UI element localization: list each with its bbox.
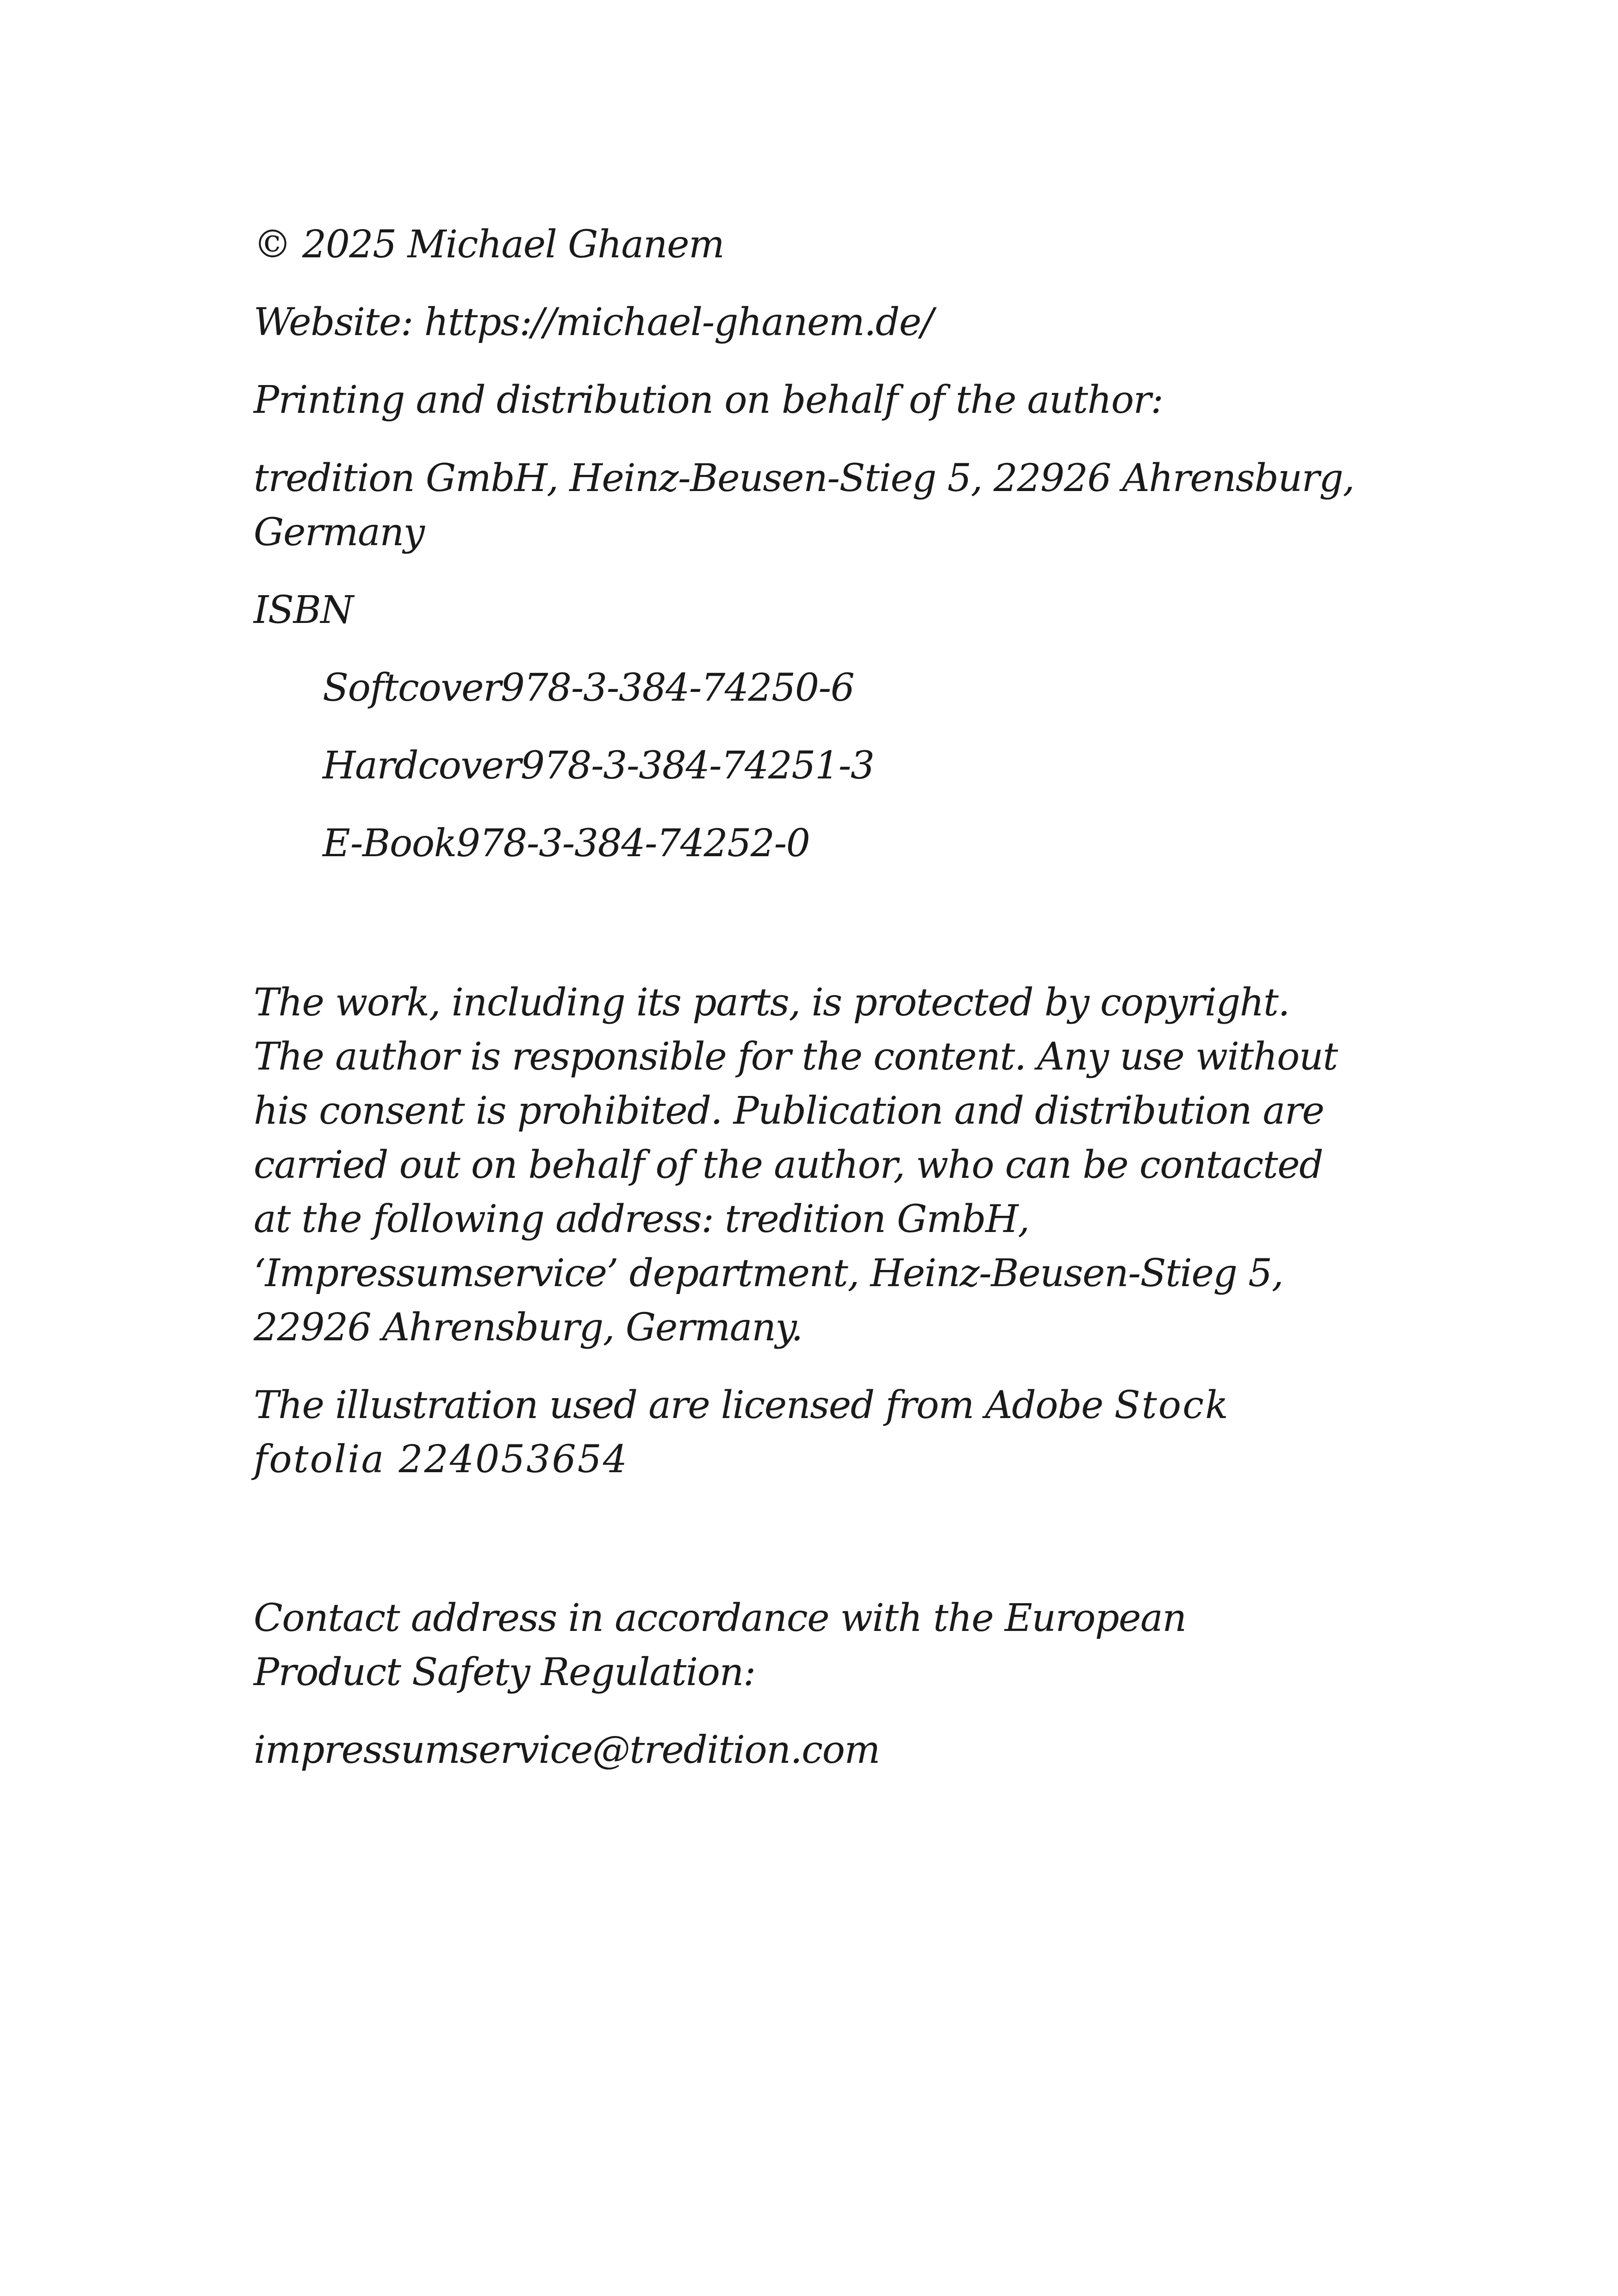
illustration-credit-line-1	[254, 1378, 1230, 1432]
safety-contact-email: impressumservice@tredition.com	[254, 1728, 880, 1772]
isbn-hardcover: Hardcover978-3-384-74251-3	[323, 744, 874, 788]
printing-distribution-line: Printing and distribution on behalf of the author:	[254, 378, 1163, 422]
copyright-notice-line-3: his consent is prohibited. Publication and distribution are	[254, 1089, 1324, 1133]
website-line: Website: https://michael-ghanem.de/	[254, 300, 933, 344]
safety-contact-line-1: Contact address in accordance with the European	[254, 1596, 1186, 1640]
isbn-label: ISBN	[254, 588, 353, 632]
isbn-ebook: E-Book978-3-384-74252-0	[323, 821, 810, 865]
copyright-notice-line-5: at the following address: tredition GmbH,	[254, 1197, 1029, 1241]
publisher-address-line-1: tredition GmbH, Heinz-Beusen-Stieg 5, 22926 Ahrensburg,	[254, 456, 1354, 500]
illustration-credit-main: The illustration used are licensed from Adobe	[254, 1383, 1103, 1427]
copyright-notice-line-6: ‘Impressumservice’ department, Heinz-Beusen-Stieg 5,	[254, 1251, 1283, 1295]
copyright-line: © 2025 Michael Ghanem	[254, 223, 724, 267]
copyright-notice-line-4: carried out on behalf of the author, who can be contacted	[254, 1143, 1323, 1187]
publisher-address-line-2: Germany	[254, 510, 424, 554]
isbn-softcover: Softcover978-3-384-74250-6	[323, 666, 854, 710]
copyright-notice-line-1: The work, including its parts, is protected by copyright.	[254, 981, 1289, 1025]
illustration-credit-line-2: fotolia 224053654	[254, 1437, 629, 1481]
copyright-notice-line-7: 22926 Ahrensburg, Germany.	[254, 1306, 803, 1350]
safety-contact-line-2: Product Safety Regulation:	[254, 1650, 755, 1694]
copyright-notice-line-2: The author is responsible for the content. Any use without	[254, 1035, 1338, 1079]
illustration-credit-stock: Stock	[1114, 1383, 1230, 1427]
